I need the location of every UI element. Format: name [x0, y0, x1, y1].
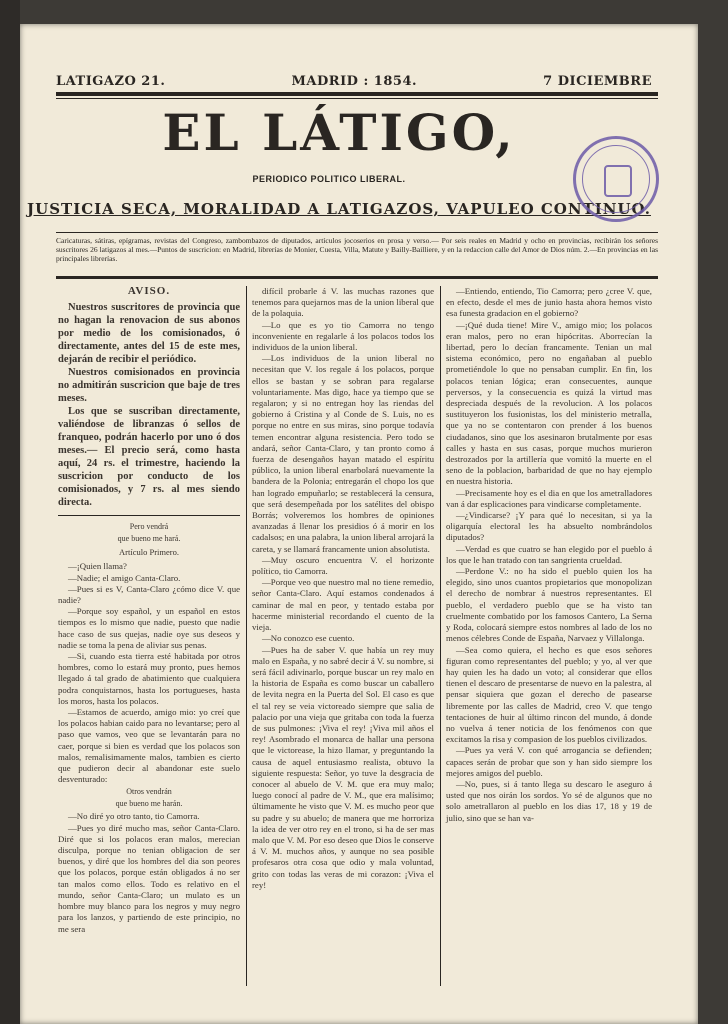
epigraph-line: Otros vendrán: [126, 787, 172, 797]
dialogue-paragraph: —¿Vindicarse? ¡Y para qué lo necesitan, si ya la oligarquía electoral les ha absuelto nombrándolos diputados?: [446, 510, 652, 543]
column-1: [58, 286, 240, 935]
dialogue-paragraph: —Perdone V.: no ha sido el pueblo quien los ha elegido, sino unos cuantos propietarios que monopolizan el derecho de nombrar á nuestros representantes. El pueblo, el verdadero pueblo que se ha visto tan cruelmente combatido por los famosos Cantero, La Serna y Roda, colocará siempre estos nombres al lado de los no menos célebres Conde de España, Narvaez y Villalonga.: [446, 566, 652, 644]
dialogue-paragraph: —¡Quien llama?: [68, 561, 127, 572]
masthead-title: EL LÁTIGO,: [162, 103, 516, 162]
newspaper-page: [20, 24, 698, 1024]
header-rule: [56, 92, 658, 96]
dialogue-paragraph: —¡Qué duda tiene! Mire V., amigo mio; los polacos eran malos, pero no eran hipócritas. Aborrecían la libertad, pero lo decían francamente. Tenian un mal sistema económico, pero no engañaban al pueblo prometiéndole lo que no pensaban cumplir. En fin, los polacos tenian lógica; eran consecuentes, aunque perversos, y la consecuencia es quizá la virtud mas despreciada después de la revolucion. A los polacos sustituyeron los fusionistas, los del ministerio metralla, que ya no se contentaron con prender á los buenos ciudadanos, sino que los asesinaron brutalmente por esas calles y hasta en sus casas, porque muchos murieron destrozados por la artillería que vomitó la muerte en el seno de la poblacion, barbaridad de que no hay ejemplo en nuestra historia.: [446, 319, 652, 487]
dialogue-paragraph: —Los individuos de la union liberal no necesitan que V. los regale á los polacos, porque ellos se bastan y se sobran para regalarse voluntariamente. Mas digo, hace ya tiempo que se regalaron; y si no entregan hoy las riendas del gobierno á Cristina y al Conde de S. Luis, no es porque no entre en sus miras, sino porque todavía temen encontrar alguna resistencia. Pero todo se andará, señor Canta-Claro, y tan pronto como á fuerza de desengaños hayan matado el espíritu público, la union liberal enarbolará nuevamente la bandera de la Polonia; entregarán el chopo los que han logrado empuñarlo; se restablecerá la censura, que será desempeñada por los satélites del obispo Borrás; volveremos los hombres de opiniones avanzadas á llenar los presidios ó á morir en los cadalsos; en una palabra, la union liberal arrojará la careta, y se llamará francamente union absolutista.: [252, 353, 434, 554]
section-divider: [58, 515, 240, 516]
header-rule-thin: [56, 98, 658, 99]
article-heading: Artículo Primero.: [119, 547, 179, 558]
city-year: MADRID : 1854.: [291, 74, 418, 89]
epigraph-line: Pero vendrá: [129, 522, 169, 532]
dialogue-paragraph: —No conozco ese cuento.: [262, 633, 355, 644]
dialogue-paragraph: —Pues si es V, Canta-Claro ¿cómo dice V. que nadie?: [58, 583, 240, 606]
notice-rule-bottom: [56, 276, 658, 279]
column-divider: [246, 286, 247, 986]
dialogue-paragraph: —Estamos de acuerdo, amigo mio: yo creí que los polacos habian caido para no levantarse; pero al paso que vamos, veo que se levantarán para no caer, porque si bien es verdad que los polacos son malos, remalisimamente malos, tambien es cierto que pudieron decir al abandonar este suelo desventurado:: [58, 707, 240, 785]
dialogue-paragraph: —Porque soy español, y un español en estos tiempos es lo mismo que nadie, puesto que nadie hace caso de sus quejas, nadie oye sus deseos y nadie se toma la pena de aliviar sus penas.: [58, 606, 240, 650]
dialogue-paragraph: —Pues yo diré mucho mas, señor Canta-Claro. Diré que si los polacos eran malos, merecian disculpa, porque no tenian obligacion de ser buenos, y diré que los hombres del dia son peores que los polacos, porque están obligados á no ser tan malos como ellos. Todo es relativo en el mundo, señor Canta-Claro; un mulato es un hombre muy blanco para los negros y muy negro para los lanzos, y partiendo de este principio, no me sera: [58, 822, 240, 934]
issue-date: 7 DICIEMBRE: [543, 74, 652, 89]
dialogue-paragraph: difícil probarle á V. las muchas razones que tenemos para quejarnos mas de la union liberal que de la polaquia.: [252, 286, 434, 319]
stamp-seal-icon: [604, 165, 632, 197]
dialogue-paragraph: —Lo que es yo tio Camorra no tengo inconveniente en regalarle á los polacos todos los individuos de la union liberal.: [252, 319, 434, 353]
dialogue-paragraph: —Precisamente hoy es el dia en que los ametralladores van á dar esplicaciones para vindicarse completamente.: [446, 487, 652, 509]
dialogue-paragraph: —Pues ya verá V. con qué arrogancia se defienden; capaces serán de probar que son y han sido siempre los mejores amigos del pueblo.: [446, 745, 652, 778]
epigraph-line: que bueno me hará.: [117, 534, 181, 544]
library-stamp: [573, 136, 659, 222]
dialogue-paragraph: —Si, cuando esta tierra esté habitada por otros hombres, como lo estará muy pronto, pues hemos llegado á tal grado de abatimiento que cualquiera podra conquistarnos, hasta los portugueses, hasta los moros, hasta los polacos.: [58, 651, 240, 706]
masthead-subtitle: PERIODICO POLITICO LIBERAL.: [252, 174, 406, 184]
issue-number: LATIGAZO 21.: [56, 74, 166, 89]
aviso-paragraph: Los que se suscriban directamente, valiéndose de libranzas ó sellos de franqueo, podrán hacerlo por uno ó dos meses.— El precio será, como hasta aquí, 24 rs. el trimestre, haciendo la suscricion por conducto de los comisionados, y 7 rs. al mes siendo directa.: [58, 406, 240, 509]
dialogue-paragraph: —Porque veo que nuestro mal no tiene remedio, señor Canta-Claro. Aquí estamos condenados á caminar de mal en peor, y tentado estaba por hacerme ministerial recordando el cuento de la vieja.: [252, 577, 434, 633]
dialogue-paragraph: —Sea como quiera, el hecho es que esos señores figuran como representantes del pueblo; y yo, al ver que hay quien les ha dado un voto; al considerar que ellos tienen el descaro de presentarse de nuevo en la palestra, al pensar siquiera que gozan el derecho de pasearse libremente por las calles de Madrid, creo V. que tengo tentaciones de huir al último rincon del mundo, á donde no vuelva á tener noticia de los fenómenos con que excitamos la risa y compasion de los pueblos civilizados.: [446, 644, 652, 745]
dialogue-paragraph: —Nadie; el amigo Canta-Claro.: [68, 572, 181, 583]
dialogue-paragraph: —Verdad es que cuatro se han elegido por el pueblo á los que le han tratado con tan sangrienta crueldad.: [446, 543, 652, 565]
aviso-paragraph: Nuestros comisionados en provincia no admitirán suscricion que baje de tres meses.: [58, 367, 240, 405]
header-line: [56, 74, 652, 89]
aviso-title: AVISO.: [127, 285, 171, 297]
column-divider: [440, 286, 441, 986]
notice-rule-top: [56, 232, 658, 233]
dialogue-paragraph: —No, pues, si á tanto llega su descaro le aseguro á usted que nos oirán los sordos. Yo sé de algunos que no solo ametrallaron al pueblo en los dias 17, 18 y 19 de julio, sino que se han va-: [446, 778, 652, 823]
column-2: [252, 286, 434, 891]
masthead-motto: JUSTICIA SECA, MORALIDAD A LATIGAZOS, VAPULEO CONTINUO.: [27, 200, 651, 218]
dialogue-paragraph: —Pues ha de saber V. que había un rey muy malo en España, y no sabré decir á V. su nombre, si será fácil adivinarlo, porque buscar un rey malo en la historia de España es como buscar un caballero de levita negra en la Puerta del Sol. El caso es que el tal rey se veia victoreado siempre que salia de palacio por una vieja que gritaba con toda la fuerza de sus pulmones: ¡Viva el rey! ¡Viva mil años el rey! Asombrado el monarca de hallar una persona que le victorease, la hizo llamar, y preguntando la causa de aquel entusiasmo realista, obtuvo la siguiente respuesta: Señor, yo tuve la desgracia de conocer al abuelo de V. M. que era muy malo; luego conocí al padre de V. M., que era malísimo; últimamente he visto que V. M. es mucho peor que su padre y su abuelo; de manera que me horroriza la idea de ver otro rey en el trono, si ha de ser mas malo que V. M. Por eso deseo que Dios le conserve á V. M. muchos años, y aunque no sea posible profesaros otra cosa que odio y mala voluntad, grito con todas las veras de mi corazon: ¡Viva el rey!: [252, 644, 434, 890]
dialogue-paragraph: —Entiendo, entiendo, Tio Camorra; pero ¿cree V. que, en efecto, desde el mes de junio hasta ahora hemos visto esa funesta gradacion en el gobierno?: [446, 286, 652, 319]
epigraph-line: que bueno me harán.: [115, 799, 183, 809]
dialogue-paragraph: —Muy oscuro encuentra V. el horizonte político, tio Camorra.: [252, 554, 434, 577]
aviso-paragraph: Nuestros suscritores de provincia que no hagan la renovacion de sus abonos por medio de los comisionados, ó directamente, antes del 15 de este mes, dejarán de recibir el periódico.: [58, 302, 240, 366]
scan-edge: [0, 0, 20, 1024]
dialogue-paragraph: —No diré yo otro tanto, tio Camorra.: [68, 811, 200, 822]
column-3: [446, 286, 652, 824]
aviso-body: [58, 301, 240, 509]
subscription-notice: Caricaturas, sátiras, epígramas, revistas del Congreso, zambombazos de diputados, artículos jocoserios en prosa y verso.— Por seis reales en Madrid y ocho en provincias, recibirán los señores suscritores 26 latigazos al mes.—Puntos de suscricion: en Madrid, librerías de Monier, Cuesta, Villa, Matute y Bailly-Bailliere, y en la redaccion calle del Amor de Dios núm. 2.—En provincias en las principales librerías.: [56, 236, 658, 263]
